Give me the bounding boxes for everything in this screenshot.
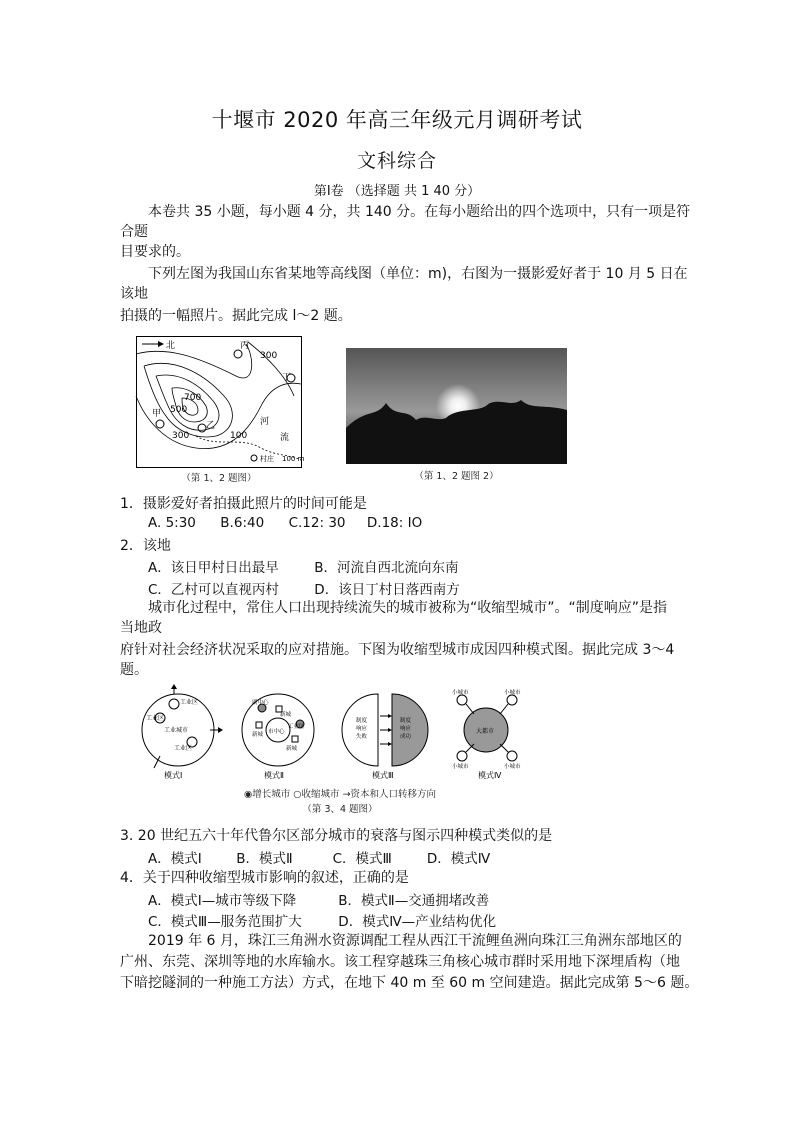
svg-text:小城市: 小城市 xyxy=(504,690,521,696)
model-4-label: 模式Ⅳ xyxy=(478,771,502,780)
contour-label-700: 700 xyxy=(184,393,202,403)
passage3-line-2: 广州、东莞、深圳等地的水库输水。该工程穿越珠三角核心城市群时采用地下深埋盾构（地 xyxy=(120,954,680,970)
contour-map xyxy=(136,336,305,468)
svg-text:新城: 新城 xyxy=(252,732,264,738)
q4-stem: 4．关于四种收缩型城市影响的叙述，正确的是 xyxy=(120,870,409,886)
q3-stem: 3. 20 世纪五六十年代鲁尔区部分城市的衰落与图示四种模式类似的是 xyxy=(120,828,553,844)
svg-text:制度: 制度 xyxy=(400,718,412,724)
label-liu: 流 xyxy=(280,433,290,443)
north-label: 北 xyxy=(166,341,176,351)
svg-text:副中心: 副中心 xyxy=(252,700,269,706)
passage3-line-3: 下暗挖隧洞的一种施工方法）方式，在地下 40 m 至 60 m 空间建造。据此完成第 5～6 题。 xyxy=(120,975,699,991)
q2-option-b[interactable]: B．河流自西北流向东南 xyxy=(314,560,459,576)
label-bing: 丙 xyxy=(240,341,250,351)
caption-fig1-right: （第 1、2 题图 2） xyxy=(414,471,499,482)
q4-options-row2 xyxy=(148,910,496,930)
caption-fig1-left: （第 1、2 题图） xyxy=(181,473,257,484)
label-yi: 乙 xyxy=(206,421,216,431)
svg-text:失败: 失败 xyxy=(356,734,368,740)
q1-option-c[interactable]: C.12: 30 xyxy=(288,515,346,531)
label-jia: 甲 xyxy=(152,409,162,419)
q2-stem: 2．该地 xyxy=(120,538,171,554)
q1-option-d[interactable]: D.18: IO xyxy=(366,515,423,531)
q2-option-a[interactable]: A．该日甲村日出最早 xyxy=(148,560,279,576)
exam-subtitle: 文科综合 xyxy=(356,150,437,172)
svg-text:小城市: 小城市 xyxy=(504,764,521,770)
caption-fig2: （第 3、4 题图） xyxy=(302,804,378,815)
passage2-line-1: 城市化过程中，常住人口出现持续流失的城市被称为“收缩型城市”。“制度响应”是指 xyxy=(148,600,668,616)
contour-label-300b: 300 xyxy=(172,431,190,441)
model-3-label: 模式Ⅲ xyxy=(372,771,394,780)
intro-line-2: 合题 xyxy=(120,224,148,240)
q4-option-b[interactable]: B．模式Ⅱ—交通拥堵改善 xyxy=(338,893,490,909)
q2-options-row2 xyxy=(148,578,460,598)
svg-text:小城市: 小城市 xyxy=(452,764,469,770)
contour-label-100: 100 xyxy=(230,431,248,441)
model-2-label: 模式Ⅱ xyxy=(264,771,284,780)
contour-label-300a: 300 xyxy=(260,351,278,361)
model-2 xyxy=(242,694,314,780)
sunset-photo xyxy=(346,348,567,464)
figure2-legend: ◉增长城市 ○收缩城市 →资本和人口转移方向 xyxy=(243,789,437,800)
q1-option-b[interactable]: B.6:40 xyxy=(220,515,265,531)
q3-option-d[interactable]: D．模式Ⅳ xyxy=(426,851,491,867)
model-4 xyxy=(452,688,521,780)
svg-text:小城市: 小城市 xyxy=(452,690,469,696)
passage1-line-1: 下列左图为我国山东省某地等高线图（单位：m)，右图为一摄影爱好者于 10 月 5 日在 xyxy=(148,266,688,282)
svg-text:响应: 响应 xyxy=(356,726,368,732)
q4-option-c[interactable]: C．模式Ⅲ—服务范围扩大 xyxy=(148,914,302,930)
q4-option-d[interactable]: D．模式Ⅳ—产业结构优化 xyxy=(338,914,497,930)
svg-text:工业区: 工业区 xyxy=(174,745,193,752)
svg-text:制度: 制度 xyxy=(356,718,368,724)
intro-line-1: 本卷共 35 小题，每小题 4 分，共 140 分。在每小题给出的四个选项中，只有一项是符 xyxy=(148,204,691,220)
passage1-line-3: 拍摄的一幅照片。据此完成 l～2 题。 xyxy=(120,308,352,324)
svg-text:工业区: 工业区 xyxy=(146,715,165,722)
q4-option-a[interactable]: A．模式Ⅰ—城市等级下降 xyxy=(148,893,297,909)
q2-options-row1 xyxy=(148,556,459,576)
model-1-label: 模式Ⅰ xyxy=(164,771,183,780)
svg-text:市中心: 市中心 xyxy=(268,729,285,735)
intro-line-3: 目要求的。 xyxy=(120,244,190,260)
svg-text:大都市: 大都市 xyxy=(476,728,495,735)
model-1 xyxy=(142,684,223,780)
q1-options xyxy=(148,515,422,531)
label-ding: 丁 xyxy=(282,373,292,383)
passage2-line-4: 题。 xyxy=(120,662,148,678)
q4-options-row1 xyxy=(148,889,489,909)
q1-stem: 1．摄影爱好者拍摄此照片的时间可能是 xyxy=(120,496,367,512)
q3-option-b[interactable]: B．模式Ⅱ xyxy=(236,851,293,867)
q2-option-c[interactable]: C．乙村可以直视丙村 xyxy=(148,582,279,598)
svg-text:新城: 新城 xyxy=(286,746,298,752)
passage3-line-1: 2019 年 6 月，珠江三角洲水资源调配工程从西江干流鲤鱼洲向珠江三角洲东部地区的 xyxy=(148,933,682,949)
label-he: 河 xyxy=(260,417,270,427)
scale-label: 100 m xyxy=(282,455,305,463)
passage2-line-3: 府针对社会经济状况采取的应对措施。下图为收缩型城市成因四种模式图。据此完成 3～4 xyxy=(120,642,675,658)
svg-text:工业区: 工业区 xyxy=(180,699,199,706)
svg-text:工业区: 工业区 xyxy=(288,724,305,730)
exam-title: 十堰市 2020 年高三年级元月调研考试 xyxy=(211,108,583,132)
q2-option-d[interactable]: D．该日丁村日落西南方 xyxy=(314,582,460,598)
model-3 xyxy=(342,694,428,780)
svg-text:新城: 新城 xyxy=(280,712,292,718)
legend-village: 村庄 xyxy=(260,455,274,463)
q3-option-a[interactable]: A．模式Ⅰ xyxy=(148,851,202,867)
section-heading: 第Ⅰ卷 （选择题 共 1 40 分） xyxy=(313,184,481,199)
q3-option-c[interactable]: C．模式Ⅲ xyxy=(332,851,392,867)
svg-text:成功: 成功 xyxy=(400,734,412,740)
q3-options xyxy=(148,847,490,867)
svg-text:工业城市: 工业城市 xyxy=(164,727,189,734)
passage2-line-2: 当地政 xyxy=(120,620,162,636)
q1-option-a[interactable]: A. 5:30 xyxy=(148,515,196,531)
svg-text:响应: 响应 xyxy=(400,726,412,732)
passage1-line-2: 该地 xyxy=(120,286,148,302)
shrinking-city-models xyxy=(140,686,540,786)
contour-label-500: 500 xyxy=(170,405,188,415)
